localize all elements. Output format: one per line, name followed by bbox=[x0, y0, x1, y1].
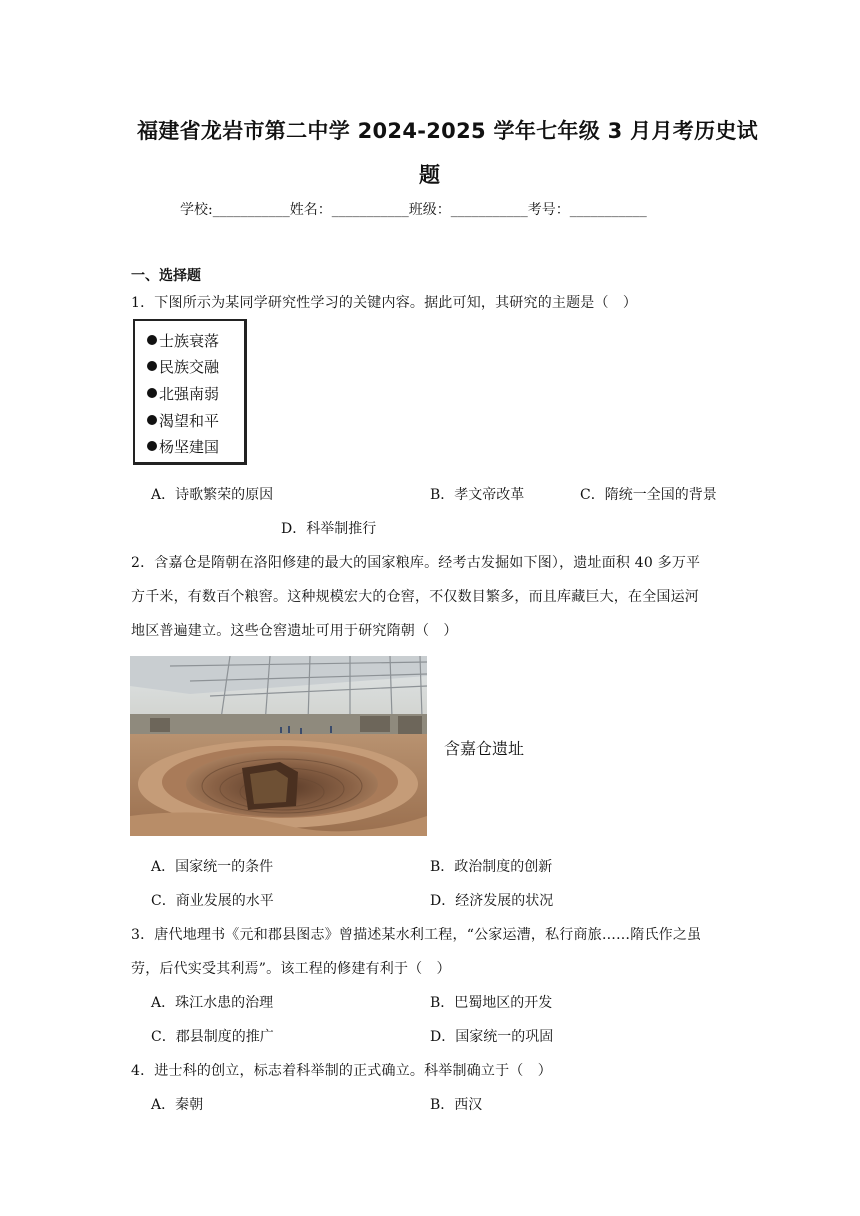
q2-option-a[interactable]: A．国家统一的条件 bbox=[151, 859, 274, 875]
question-2-stem-line2: 方千米，有数百个粮窖。这种规模宏大的仓窖，不仅数目繁多，而且库藏巨大，在全国运河 bbox=[131, 589, 699, 605]
q1-option-c[interactable]: C．隋统一全国的背景 bbox=[580, 487, 717, 503]
bullet-icon bbox=[147, 441, 157, 451]
q3-option-d[interactable]: D．国家统一的巩固 bbox=[430, 1029, 554, 1045]
q4-option-a[interactable]: A．秦朝 bbox=[151, 1097, 204, 1113]
q3-option-b[interactable]: B．巴蜀地区的开发 bbox=[430, 995, 553, 1011]
key-point-item: 士族衰落 bbox=[147, 330, 219, 351]
q2-option-d[interactable]: D．经济发展的状况 bbox=[430, 893, 554, 909]
section-heading: 一、选择题 bbox=[131, 268, 201, 284]
bullet-icon bbox=[147, 335, 157, 345]
q3-option-a[interactable]: A．珠江水患的治理 bbox=[151, 995, 274, 1011]
bullet-icon bbox=[147, 388, 157, 398]
hanjia-granary-photo bbox=[130, 656, 427, 836]
question-1-stem: 1．下图所示为某同学研究性学习的关键内容。据此可知，其研究的主题是（ ） bbox=[131, 295, 638, 311]
key-point-item: 民族交融 bbox=[147, 356, 219, 377]
q1-option-b[interactable]: B．孝文帝改革 bbox=[430, 487, 525, 503]
key-point-item: 北强南弱 bbox=[147, 383, 219, 404]
exam-title-line1: 福建省龙岩市第二中学 2024-2025 学年七年级 3 月月考历史试 bbox=[137, 119, 758, 143]
bullet-icon bbox=[147, 361, 157, 371]
q1-option-d[interactable]: D．科举制推行 bbox=[281, 521, 377, 537]
key-point-item: 渴望和平 bbox=[147, 410, 219, 431]
bullet-icon bbox=[147, 415, 157, 425]
question-4-stem: 4．进士科的创立，标志着科举制的正式确立。科举制确立于（ ） bbox=[131, 1063, 552, 1079]
key-point-item: 杨坚建国 bbox=[147, 436, 219, 457]
question-2-stem-line3: 地区普遍建立。这些仓窖遗址可用于研究隋朝（ ） bbox=[131, 623, 458, 639]
photo-caption: 含嘉仓遗址 bbox=[444, 739, 525, 758]
q2-option-b[interactable]: B．政治制度的创新 bbox=[430, 859, 553, 875]
q3-option-c[interactable]: C．郡县制度的推广 bbox=[151, 1029, 274, 1045]
q4-option-b[interactable]: B．西汉 bbox=[430, 1097, 483, 1113]
q1-option-a[interactable]: A．诗歌繁荣的原因 bbox=[151, 487, 274, 503]
question-2-stem-line1: 2．含嘉仓是隋朝在洛阳修建的最大的国家粮库。经考古发掘如下图），遗址面积 40 多万平 bbox=[131, 555, 701, 571]
exam-title-line2: 题 bbox=[419, 163, 441, 187]
q2-option-c[interactable]: C．商业发展的水平 bbox=[151, 893, 274, 909]
student-info-line: 学校:___________姓名：___________班级：___________考号：___________ bbox=[180, 202, 647, 218]
question-3-stem-line2: 劳，后代实受其利焉”。该工程的修建有利于（ ） bbox=[131, 961, 451, 977]
question-3-stem-line1: 3．唐代地理书《元和郡县图志》曾描述某水利工程，“公家运漕，私行商旅……隋氏作之虽 bbox=[131, 927, 702, 943]
